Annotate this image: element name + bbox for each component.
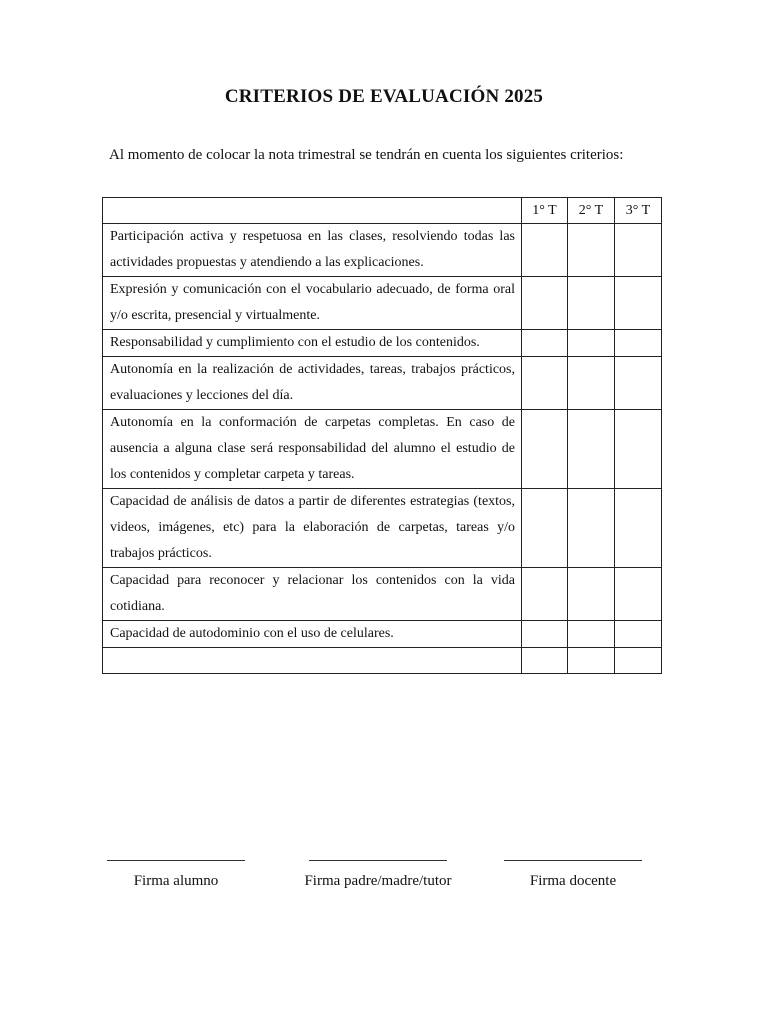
criterion-text: Autonomía en la realización de actividades, tareas, trabajos prácticos, evaluaciones y lecciones del día. [103, 357, 522, 410]
grade-cell-term-3 [615, 330, 662, 357]
grade-cell-term-1 [522, 568, 568, 621]
grade-cell-term-2 [568, 568, 615, 621]
table-row [103, 410, 662, 489]
grade-cell-term-2 [568, 330, 615, 357]
grade-cell-term-2 [568, 648, 615, 674]
grade-cell-term-3 [615, 568, 662, 621]
signature-teacher [473, 848, 673, 890]
grade-cell-term-2 [568, 410, 615, 489]
grade-cell-term-2 [568, 224, 615, 277]
grade-cell-term-1 [522, 489, 568, 568]
table-row [103, 277, 662, 330]
intro-paragraph: Al momento de colocar la nota trimestral se tendrán en cuenta los siguientes criterios: [109, 147, 624, 163]
signature-student [76, 848, 276, 890]
signature-label: Firma docente [529, 873, 617, 889]
grade-cell-term-2 [568, 621, 615, 648]
grade-cell-term-3 [615, 277, 662, 330]
grade-cell-term-1 [522, 357, 568, 410]
criterion-text: Capacidad de autodominio con el uso de celulares. [103, 621, 522, 648]
criterion-text: Autonomía en la conformación de carpetas completas. En caso de ausencia a alguna clase será responsabilidad del alumno el estudio de los contenidos y completar carpeta y tareas. [103, 410, 522, 489]
grade-cell-term-3 [615, 489, 662, 568]
table-header-row [103, 198, 662, 224]
grade-cell-term-2 [568, 277, 615, 330]
table-row [103, 568, 662, 621]
signature-line [107, 848, 245, 861]
criterion-text: Capacidad para reconocer y relacionar los contenidos con la vida cotidiana. [103, 568, 522, 621]
table-row [103, 330, 662, 357]
criterion-text: Capacidad de análisis de datos a partir de diferentes estrategias (textos, videos, imágenes, etc) para la elaboración de carpetas, tareas y/o trabajos prácticos. [103, 489, 522, 568]
grade-cell-term-1 [522, 277, 568, 330]
grade-cell-term-3 [615, 621, 662, 648]
empty-criterion-cell [103, 648, 522, 674]
header-empty-cell [103, 198, 522, 224]
criterion-text: Participación activa y respetuosa en las clases, resolviendo todas las actividades propuestas y atendiendo a las explicaciones. [103, 224, 522, 277]
document-title: CRITERIOS DE EVALUACIÓN 2025 [224, 86, 544, 107]
grade-cell-term-2 [568, 489, 615, 568]
grade-cell-term-2 [568, 357, 615, 410]
table-row [103, 357, 662, 410]
table-row [103, 489, 662, 568]
grade-cell-term-1 [522, 410, 568, 489]
table-row [103, 224, 662, 277]
grade-cell-term-1 [522, 648, 568, 674]
header-term-1: 1° T [522, 198, 568, 224]
signature-line [504, 848, 642, 861]
signature-parent [278, 848, 478, 890]
grade-cell-term-1 [522, 224, 568, 277]
signature-line [309, 848, 447, 861]
criterion-text: Expresión y comunicación con el vocabulario adecuado, de forma oral y/o escrita, presencial y virtualmente. [103, 277, 522, 330]
grade-cell-term-1 [522, 621, 568, 648]
grade-cell-term-3 [615, 410, 662, 489]
grade-cell-term-3 [615, 357, 662, 410]
criterion-text: Responsabilidad y cumplimiento con el estudio de los contenidos. [103, 330, 522, 357]
table-row [103, 621, 662, 648]
grade-cell-term-3 [615, 648, 662, 674]
criteria-table [102, 197, 662, 674]
table-row-empty [103, 648, 662, 674]
signature-section [0, 848, 768, 908]
signature-label: Firma padre/madre/tutor [304, 873, 452, 889]
header-term-3: 3° T [615, 198, 662, 224]
header-term-2: 2° T [568, 198, 615, 224]
grade-cell-term-1 [522, 330, 568, 357]
grade-cell-term-3 [615, 224, 662, 277]
signature-label: Firma alumno [133, 873, 219, 889]
